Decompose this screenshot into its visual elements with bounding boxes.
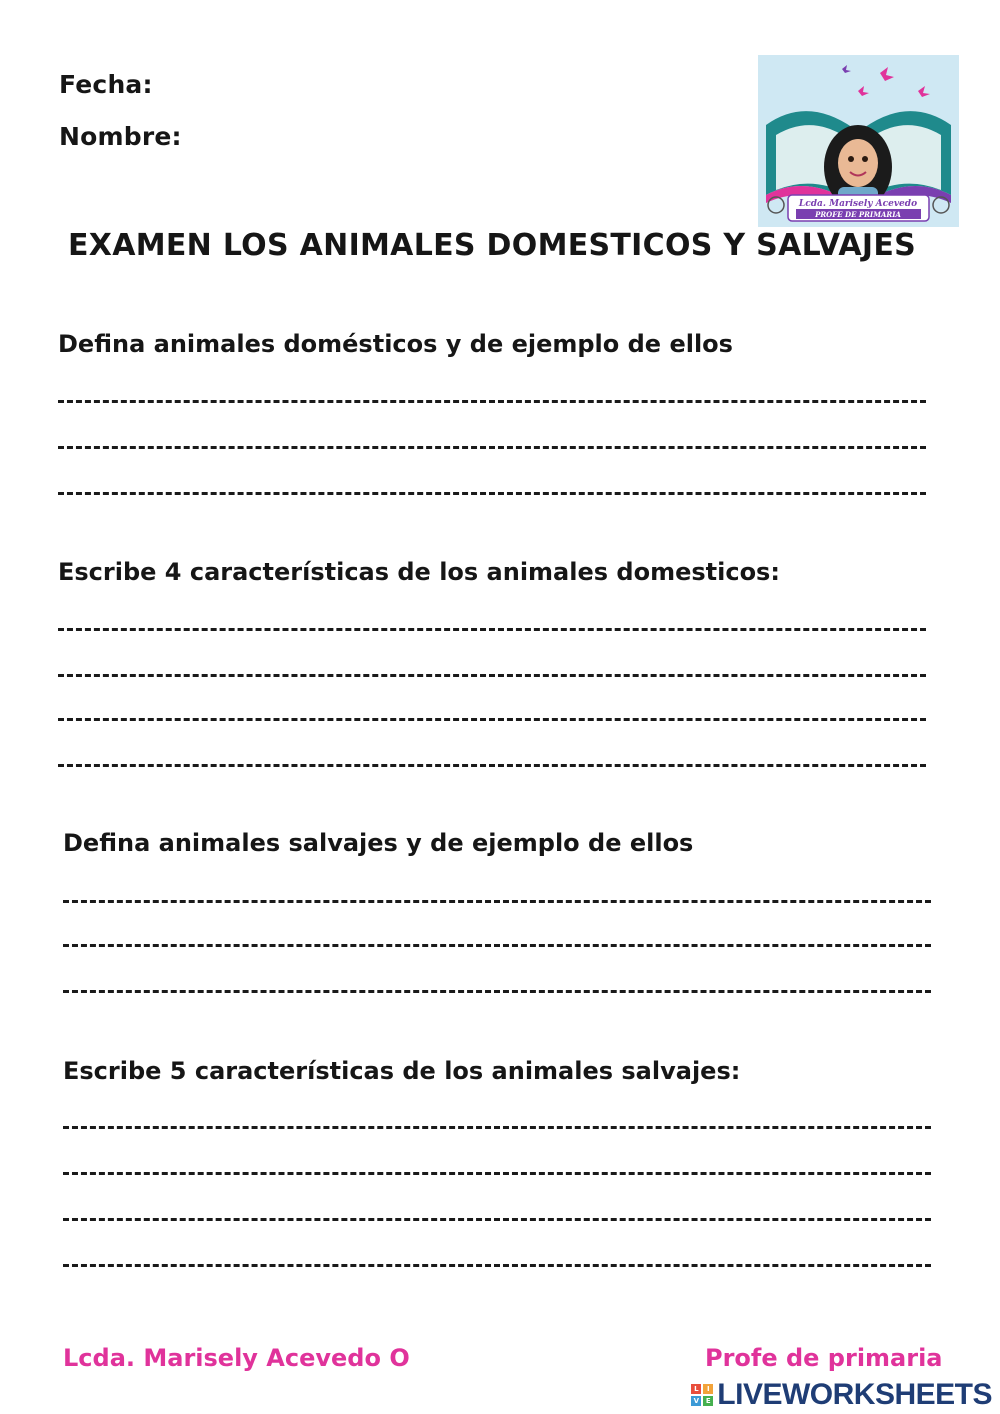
question-3-answer-line-2[interactable] bbox=[63, 944, 931, 950]
liveworksheets-watermark[interactable] bbox=[691, 1378, 992, 1412]
logo-graphic bbox=[758, 55, 959, 227]
question-2-text: Escribe 4 características de los animales domesticos: bbox=[58, 558, 780, 586]
question-3-answer-line-1[interactable] bbox=[63, 900, 931, 906]
question-2-answer-line-4[interactable] bbox=[58, 764, 926, 770]
logo-name-text: Lcda. Marisely Acevedo bbox=[798, 199, 918, 209]
question-2-answer-line-3[interactable] bbox=[58, 718, 926, 724]
question-1-answer-line-3[interactable] bbox=[58, 492, 926, 498]
question-4-answer-line-2[interactable] bbox=[63, 1172, 931, 1178]
question-1-text: Defina animales domésticos y de ejemplo de ellos bbox=[58, 330, 733, 358]
question-1-answer-line-1[interactable] bbox=[58, 400, 926, 406]
liveworksheets-text: LIVEWORKSHEETS bbox=[717, 1378, 992, 1411]
question-4-answer-line-4[interactable] bbox=[63, 1264, 931, 1270]
question-3-answer-line-3[interactable] bbox=[63, 990, 931, 996]
question-1-answer-line-2[interactable] bbox=[58, 446, 926, 452]
date-label: Fecha: bbox=[59, 70, 153, 99]
question-3-text: Defina animales salvajes y de ejemplo de ellos bbox=[63, 829, 694, 857]
exam-title: EXAMEN LOS ANIMALES DOMESTICOS Y SALVAJES bbox=[68, 228, 917, 263]
question-4-answer-line-1[interactable] bbox=[63, 1126, 931, 1132]
footer-role: Profe de primaria bbox=[705, 1344, 943, 1372]
question-4-answer-line-3[interactable] bbox=[63, 1218, 931, 1224]
question-2-answer-line-1[interactable] bbox=[58, 628, 926, 634]
liveworksheets-grid-icon: L I V E bbox=[691, 1384, 713, 1406]
question-2-answer-line-2[interactable] bbox=[58, 674, 926, 680]
question-4-text: Escribe 5 características de los animales salvajes: bbox=[63, 1057, 741, 1085]
footer-author: Lcda. Marisely Acevedo O bbox=[63, 1344, 410, 1372]
logo-subtitle-text: PROFE DE PRIMARIA bbox=[815, 210, 901, 219]
name-label: Nombre: bbox=[59, 122, 182, 151]
author-logo bbox=[758, 55, 959, 227]
